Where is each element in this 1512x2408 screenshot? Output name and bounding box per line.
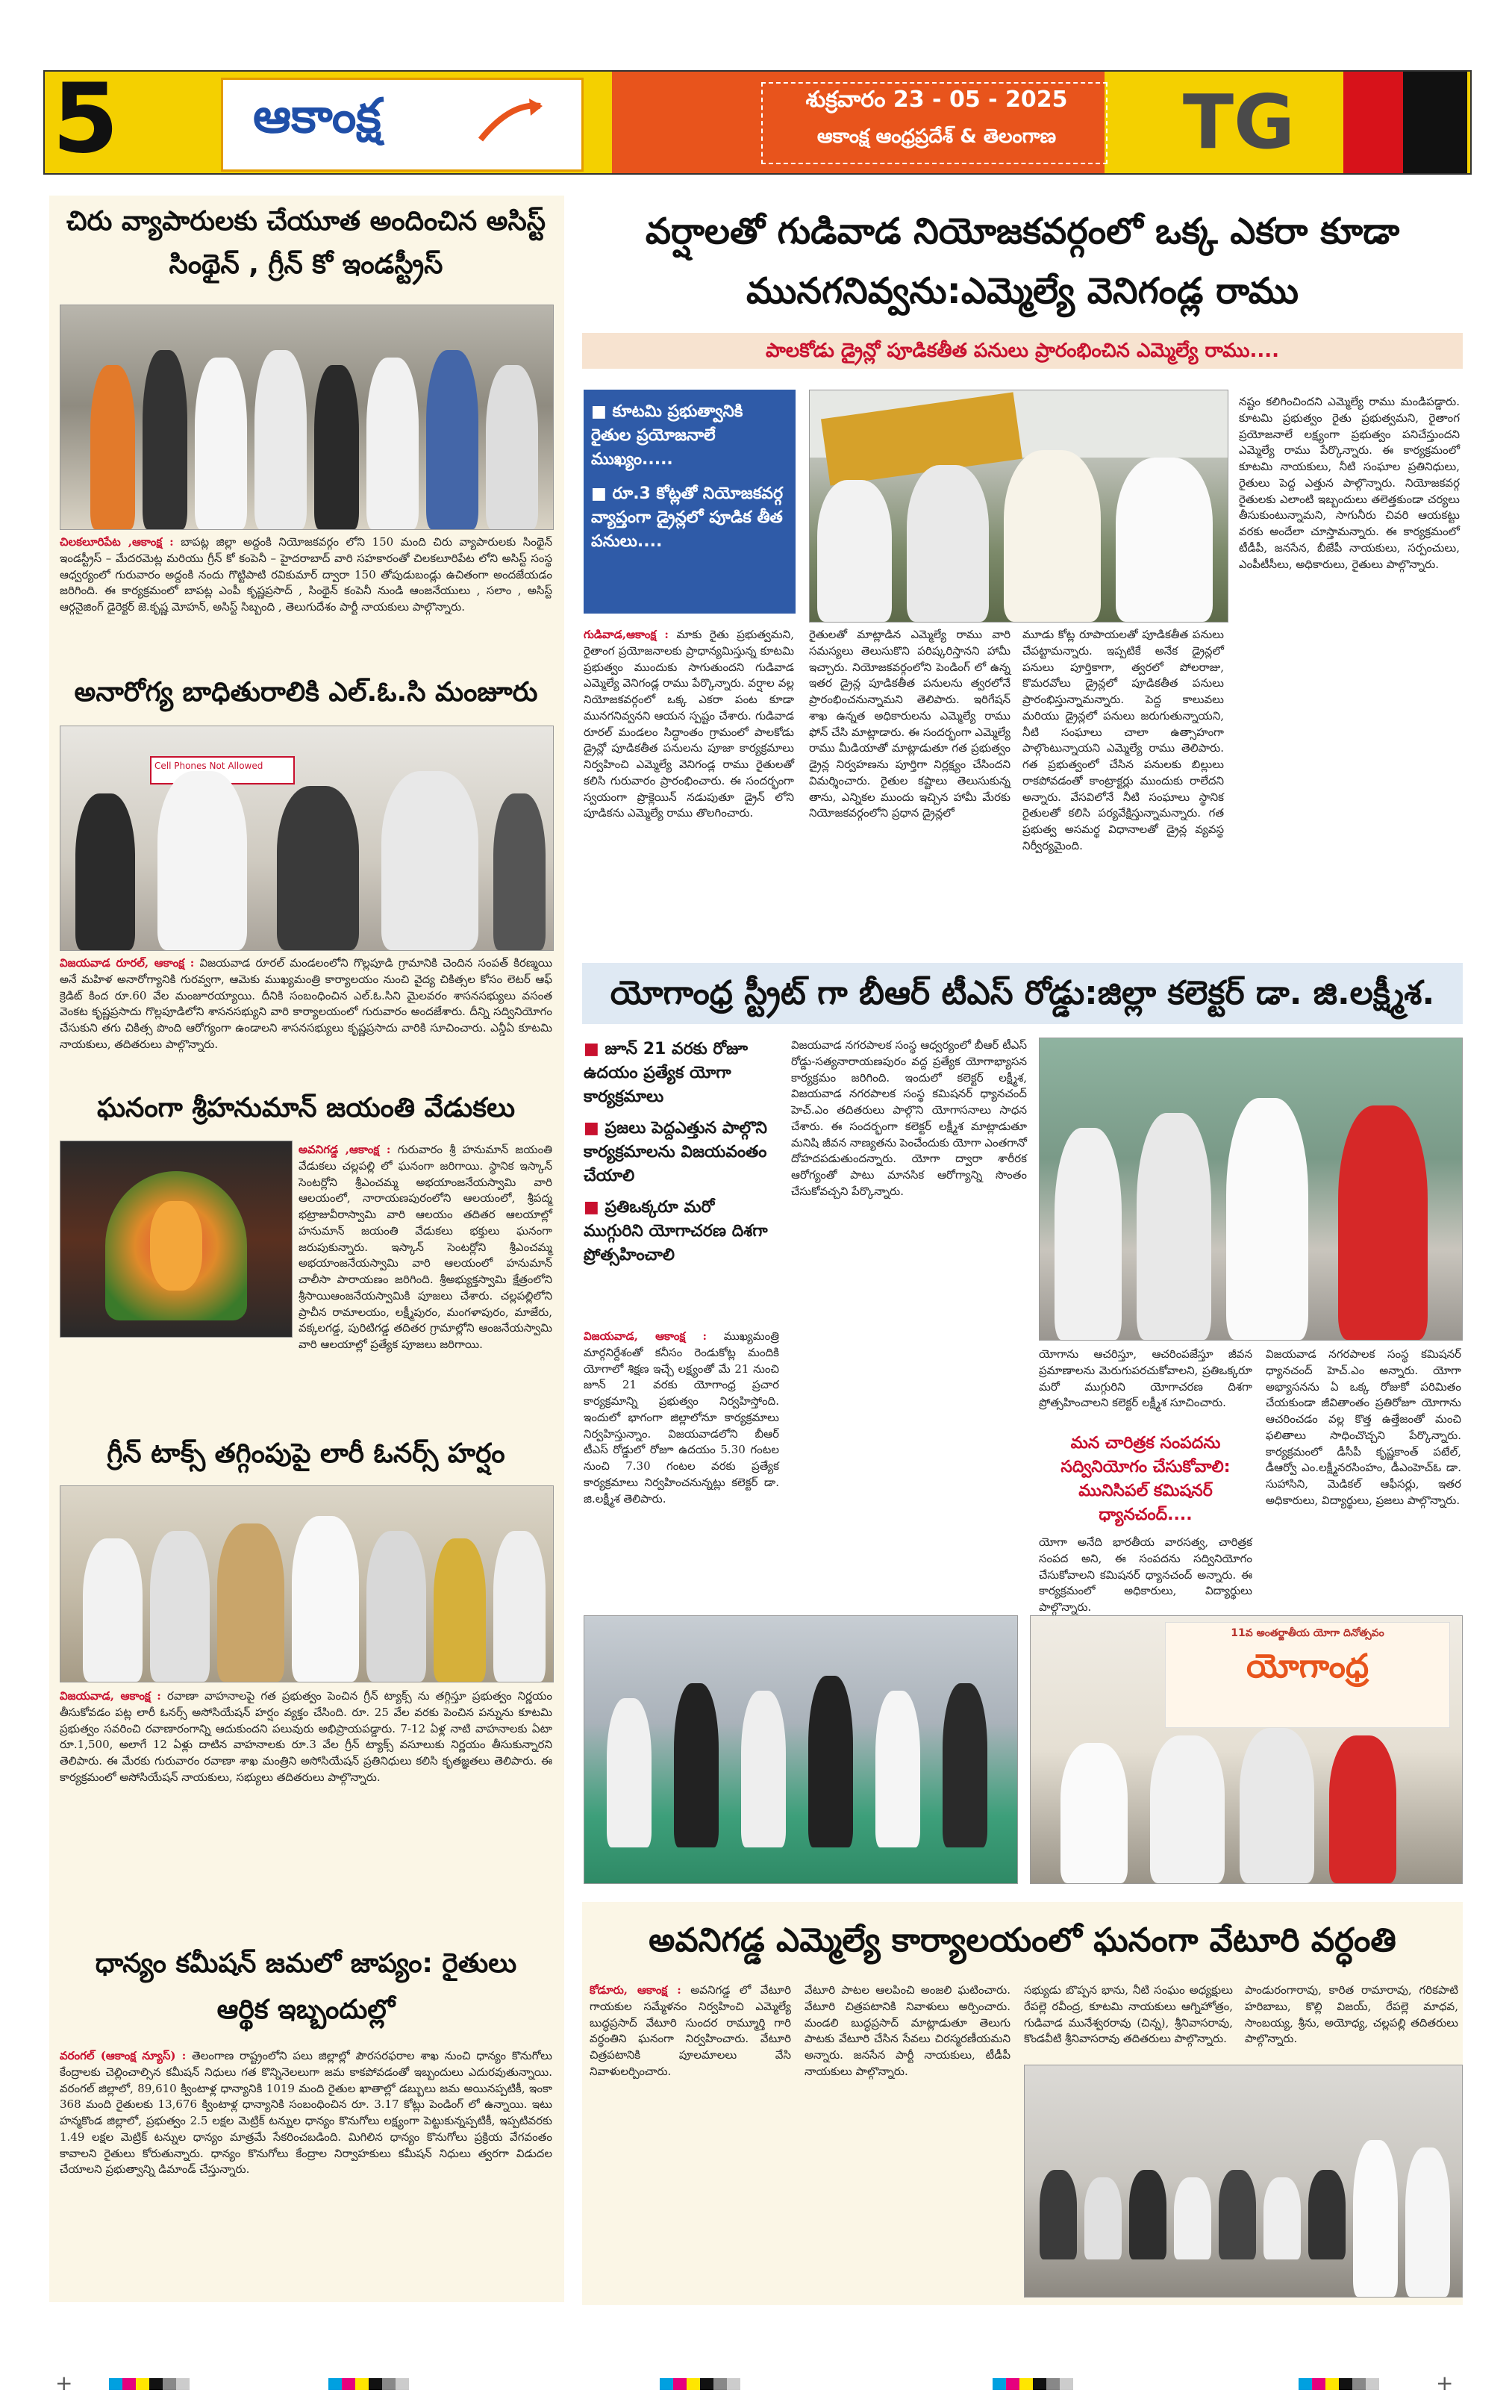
main-byline: గుడివాడ,ఆకాంక్ష : bbox=[584, 628, 669, 641]
veturi-col4: పాండురంగారావు, కారిత రామారావు, గరికపాటి హరిబాబు, కొల్లి విజయ్, రేపల్లె మాధవ, సాంబయ్య, శ్రీను, అయోధ్య, చల్లపల్లి తదితరులు పాల్గొన్నారు. bbox=[1245, 1983, 1458, 2046]
black-block bbox=[1403, 72, 1467, 173]
main-col4: నష్టం కలిగించిందని ఎమ్మెల్యే రాము మండిపడ్డారు. కూటమి ప్రభుత్వం రైతు ప్రభుత్వమని, రైతాంగ ప్రయోజనాలే లక్ష్యంగా ప్రభుత్వం పనిచేస్తుందని ఎమ్మెల్యే రాము పేర్కొన్నారు. ఈ కార్యక్రమంలో కూటమి నాయకులు, నీటి సంఘాల ప్రతినిధులు, రైతులు పెద్ద ఎత్తున పాల్గొన్నారు. నియోజకవర్గ రైతులకు ఎలాంటి ఇబ్బందులు తలెత్తకుండా చర్యలు తీసుకుంటున్నామని, సాగునీరు చివరి ఆయకట్టు వరకు అందేలా చూస్తామన్నారు. ఈ కార్యక్రమంలో టీడీపీ, జనసేన, బీజేపీ నాయకులు, సర్పంచులు, ఎంపీటీసీలు, అధికారులు, రైతులు పాల్గొన్నారు. bbox=[1239, 395, 1460, 571]
logo: ఆకాంక్ష bbox=[253, 89, 381, 144]
yoga-photo-right bbox=[1030, 1615, 1463, 1884]
yoga-bullet-3: ■ ప్రతిఒక్కరూ మరో ముగ్గురిని యోగాచరణ దిశగా ప్రోత్సహించాలి bbox=[584, 1198, 768, 1264]
color-strip-1 bbox=[109, 2378, 190, 2393]
story1-headline: చిరు వ్యాపారులకు చేయూత అందించిన అసిస్ట్ సింథైన్ , గ్రీన్ కో ఇండస్ట్రీస్ bbox=[66, 206, 546, 280]
story3-body-right bbox=[299, 1142, 552, 1353]
story2-body bbox=[60, 955, 552, 1053]
story2-photo bbox=[60, 726, 554, 951]
story4-byline: విజయవాడ, ఆకాంక్ష : bbox=[60, 1689, 161, 1703]
main-bullet-2: ■ రూ.3 కోట్లతో నియోజకవర్గ వ్యాప్తంగా డ్రైన్లలో పూడిక తీత పనులు.... bbox=[591, 484, 783, 551]
story3-byline: అవనిగడ్డ ,ఆకాంక్ష : bbox=[299, 1143, 391, 1156]
veturi-col3: సభ్యుడు బొప్పన భాను, నీటి సంఘం అధ్యక్షులు రేపల్లె రవీంద్ర, కూటమి నాయకులు ఆగ్నిహోత్రం, గుడివాడ మునేశ్వరరావు (చిన్న), శ్రీనివాసరావు, కొండవీటి శ్రీనివాసరావు తదితరులు పాల్గొన్నారు. bbox=[1024, 1983, 1233, 2046]
edition-line: ఆకాంక్ష ఆంధ్రప్రదేశ్ & తెలంగాణ bbox=[816, 125, 1057, 148]
veturi-byline: కోడూరు, ఆకాంక్ష : bbox=[590, 1983, 681, 1997]
story3-headline: ఘనంగా శ్రీహనుమాన్ జయంతి వేడుకలు bbox=[96, 1093, 516, 1123]
veturi-photo bbox=[1024, 2065, 1463, 2298]
yoga-bullets bbox=[584, 1038, 779, 1267]
veturi-headline: అవనిగడ్డ ఎమ్మెల్యే కార్యాలయంలో ఘనంగా వేటూరి వర్ధంతి bbox=[649, 1921, 1396, 1959]
main-col2: రైతులతో మాట్లాడిన ఎమ్మెల్యే రాము వారి సమస్యలు తెలుసుకొని పరిష్కరిస్తానని హామీ ఇచ్చారు. నియోజకవర్గంలోని పెండింగ్ లో ఉన్న ఇతర డ్రైన్ల పూడికతీత పనులను త్వరలోనే ప్రారంభించనున్నామని తెలిపారు. ఇరిగేషన్ శాఖ ఉన్నత అధికారులను ఎమ్మెల్యే రాము ఫోన్ చేసి మాట్లాడారు. ఈ సందర్భంగా ఎమ్మెల్యే రాము మీడియాతో మాట్లాడుతూ గత ప్రభుత్వం డ్రైన్ల నిర్వహణను పూర్తిగా నిర్లక్ష్యం చేసిందని విమర్శించారు. రైతుల కష్టాలు తెలుసుకున్న తాను, ఎన్నికల ముందు ఇచ్చిన హామీ మేరకు నియోజకవర్గంలోని ప్రధాన డ్రైన్లలో bbox=[809, 628, 1010, 820]
veturi-col2: వేటూరి పాటల ఆలపించి అంజలి ఘటించారు. వేటూరి చిత్రపటానికి నివాళులు అర్పించారు. మండలి బుద్ధప్రసాద్ మాట్లాడుతూ తెలుగు పాటకు వేటూరి చేసిన సేవలు చిరస్మరణీయమని అన్నారు. జనసేన పార్టీ నాయకులు, టీడీపీ నాయకులు పాల్గొన్నారు. bbox=[805, 1983, 1010, 2078]
yoga-photo-left bbox=[584, 1615, 1018, 1884]
red-block bbox=[1343, 72, 1403, 173]
story5-body bbox=[60, 2048, 552, 2178]
main-bullet-box bbox=[584, 390, 796, 614]
logo-panel bbox=[221, 78, 584, 172]
story4-text: రవాణా వాహనాలపై గత ప్రభుత్వం పెంచిన గ్రీన్ ట్యాక్స్ ను తగ్గిస్తూ ప్రభుత్వం నిర్ణయం తీసుకోవడం పట్ల లారీ ఓనర్స్ అసోసియేషన్ హర్షం వ్యక్తం చేసింది. రూ. 25 వేల వరకు పెంచిన పన్నును కూటమి ప్రభుత్వం సవరించి రవాణారంగాన్ని ఆదుకుందని పలువురు అభిప్రాయపడ్డారు. 7-12 ఏళ్ల నాటి వాహనాలకు ఏటా రూ.1,500, అలాగే 12 ఏళ్లు దాటిన వాహనాలకు రూ.3 వేల గ్రీన్ ట్యాక్స్ వసూలుకు నిర్ణయం తీసుకున్నారని తెలిపారు. ఈ మేరకు గురువారం రవాణా శాఖ మంత్రిని అసోసియేషన్ ప్రతినిధులు కలిసి కృతజ్ఞతలు తెలిపారు. ఈ కార్యక్రమంలో అసోసియేషన్ నాయకులు, సభ్యులు తదితరులు పాల్గొన్నారు. bbox=[60, 1689, 552, 1784]
region-tag: TG bbox=[1182, 78, 1296, 166]
sign-text: Cell Phones Not Allowed bbox=[154, 761, 263, 771]
color-strip-5 bbox=[1299, 2378, 1379, 2393]
story5-byline: వరంగల్ (ఆకాంక్ష న్యూస్) : bbox=[60, 2049, 187, 2062]
main-headline: వర్షాలతో గుడివాడ నియోజకవర్గంలో ఒక్క ఎకరా కూడా మునగనివ్వను:ఎమ్మెల్యే వెనిగండ్ల రాము bbox=[645, 210, 1400, 312]
story4-headline: గ్రీన్ టాక్స్ తగ్గింపుపై లారీ ఓనర్స్ హర్షం bbox=[107, 1438, 505, 1469]
story1-photo bbox=[60, 305, 554, 530]
masthead bbox=[43, 63, 1472, 175]
story1-text: బాపట్ల జిల్లా అద్దంకి నియోజకవర్గం లోని 150 మంది చిరు వ్యాపారులకు సింథైన్ ఇండస్ట్రీస్ – మేదరమెట్ల మరియు గ్రీన్ కో కంపెనీ – హైదరాబాద్ వారి సహకారంతో చిలకలూరిపేట లోని అసిస్ట్ సంస్థ ఆధ్వర్యంలో గురువారం అద్దంకి నందు గొట్టిపాటి రవికుమార్ ద్వారా 150 తోపుడుబండ్లు ఉచితంగా అందజేయడం జరిగింది. ఈ కార్యక్రమంలో బాపట్ల ఎంపీ కృష్ణప్రసాద్ , సింథైన్ కంపెనీ నుండి ఆంజనేయులు , సలాం , అసిస్ట్ ఆర్గనైజింగ్ డైరెక్టర్ జె.కృష్ణ మోహన్, అసిస్ట్ సిబ్బంది , తెలుగుదేశం పార్టీ నాయకులు పాల్గొన్నారు. bbox=[60, 535, 552, 614]
story3-text: గురువారం శ్రీ హనుమాన్ జయంతి వేడుకలు చల్లపల్లి లో ఘనంగా జరిగాయి. స్థానిక ఇస్కాన్ సెంటర్లోని శ్రీఎంచమ్మ అభయాంజనేయస్వామి వారి ఆలయంలో, నారాయణపురంలోని ఆలయంలో, శ్రీపద్మ భట్రాజువీరాస్వామి వారి ఆలయం తదితర ఆలయాల్లో హనుమాన్ జయంతి వేడుకలు భక్తులు ఘనంగా జరుపుకున్నారు. ఇస్కాన్ సెంటర్లోని శ్రీఎంచమ్మ అభయాంజనేయస్వామి వారి ఆలయంలో హనుమాన్ చాలీసా పారాయణం జరిగింది. శ్రీఅభ్యుక్తస్వామి క్షేత్రంలోని శ్రీసాయిఆంజనేయస్వామికి పూజలు చేశారు. చల్లపల్లిలోని ప్రాచీన రామాలయం, లక్ష్మీపురం, మంగళాపురం, మాజేరు, వక్కలగడ్డ, పురిటిగడ్డ తదితర గ్రామాల్లోని ఆంజనేయస్వామి వారి ఆలయాల్లో ప్రత్యేక పూజలు జరిగాయి. bbox=[299, 1143, 552, 1351]
page-number: 5 bbox=[52, 63, 119, 175]
story4-photo bbox=[60, 1485, 554, 1682]
yoga-col2: విజయవాడ నగరపాలక సంస్థ ఆధ్వర్యంలో బీఆర్ టీఎస్ రోడ్డు-సత్యనారాయణపురం వద్ద ప్రత్యేక యోగాభ్యాసన కార్యక్రమం జరిగింది. ఇందులో కలెక్టర్ లక్ష్మీశ, విజయవాడ నగరపాలక సంస్థ కమిషనర్ ధ్యానచంద్ హెచ్.ఎం తదితరులు పాల్గొని యోగాసనాలు సాధన చేశారు. ఈ సందర్భంగా కలెక్టర్ లక్ష్మీశ మాట్లాడుతూ మనిషి జీవన నాణ్యతను పెంచేందుకు యోగా ఎంతగానో దోహదపడుతుందన్నారు. యోగా ద్వారా శారీరక ఆరోగ్యంతో పాటు మానసిక ఆరోగ్యాన్ని సొంతం చేసుకోవచ్చని పేర్కొన్నారు. bbox=[791, 1038, 1028, 1198]
story3-photo bbox=[60, 1141, 293, 1338]
crop-mark-left: + bbox=[55, 2371, 73, 2395]
story2-headline: అనారోగ్య బాధితురాలికి ఎల్.ఓ.సి మంజూరు bbox=[74, 677, 538, 708]
yoga-col3: యోగాను ఆచరిస్తూ, ఆచరింపజేస్తూ జీవన ప్రమాణాలను మెరుగుపరచుకోవాలని, ప్రతిఒక్కరూ మరో ముగ్గురిని యోగాచరణ దిశగా ప్రోత్సహించాలని కలెక్టర్ లక్ష్మీశ సూచించారు. bbox=[1039, 1347, 1252, 1410]
main-bullet-1: ■ కూటమి ప్రభుత్వానికి రైతుల ప్రయోజనాలే ముఖ్యం..... bbox=[591, 402, 743, 469]
date-panel bbox=[612, 72, 1105, 173]
main-photo bbox=[809, 390, 1228, 623]
story5-headline: ధాన్యం కమీషన్ జమలో జాప్యం: రైతులు ఆర్థిక ఇబ్బందుల్లో bbox=[95, 1948, 517, 2025]
story1-byline: చిలకలూరిపేట ,ఆకాంక్ష : bbox=[60, 535, 174, 549]
color-strip-4 bbox=[993, 2378, 1073, 2393]
yoga-sidebar-headline: మన చారిత్రక సంపదను సద్వినియోగం చేసుకోవాలి: మునిసిపల్ కమిషనర్ ధ్యానచంద్.... bbox=[1060, 1434, 1231, 1524]
yoga-photo-top bbox=[1039, 1038, 1463, 1341]
story5-text: తెలంగాణ రాష్ట్రంలోని పలు జిల్లాల్లో పౌరసరఫరాల శాఖ నుంచి ధాన్యం కొనుగోలు కేంద్రాలకు చెల్లించాల్సిన కమీషన్ నిధులు గత కొన్నినెలలుగా జమ కాకపోవడంతో ఇబ్బందులు ఎదురవుతున్నాయి. వరంగల్ జిల్లాలో, 89,610 క్వింటాళ్ల ధాన్యానికి 1019 మంది రైతుల ఖాతాల్లో డబ్బులు జమ అయినప్పటికీ, ఇంకా 368 మంది రైతులకు 13,676 క్వింటాళ్ల ధాన్యానికి సంబంధించిన రూ. 3.17 కోట్లు పెండింగ్ లో ఉన్నాయి. ఇటు హన్మకొండ జిల్లాలో, ప్రభుత్వం 2.5 లక్షల మెట్రిక్ టన్నుల ధాన్యం కొనుగోలు లక్ష్యంగా పెట్టుకున్నప్పటికీ, ఇప్పటివరకు 1.49 లక్షల మెట్రిక్ టన్నుల ధాన్యం మాత్రమే సేకరించబడింది. మిగిలిన ధాన్యం కొనుగోలు ప్రక్రియ వేగవంతం కావాలని రైతులు కోరుతున్నారు. ధాన్యం కొనుగోలు కేంద్రాల నిర్వాహకులు కమీషన్ నిధులు త్వరగా విడుదల చేయాలని ప్రభుత్వాన్ని డిమాండ్ చేస్తున్నారు. bbox=[60, 2049, 552, 2177]
story2-text: విజయవాడ రూరల్ మండలంలోని గొల్లపూడి గ్రామానికి చెందిన సంపత్ కిరణ్మయి అనే మహిళ అనారోగ్యానికి గురవ్వగా, ఆమెకు ముఖ్యమంత్రి కార్యాలయం నుంచి వైద్య చికిత్సల కోసం లెటర్ ఆఫ్ క్రెడిట్ కింద రూ.60 వేల మంజూరయ్యాయి. దీనికి సంబంధించిన ఎల్.ఓ.సిని మైలవరం శాసనసభ్యులు వసంత వెంకట కృష్ణప్రసాదు గొల్లపూడిలోని శాసనసభ్యుని వారి కార్యాలయంలో గురువారం అందజేశారు. దీన్ని సద్వినియోగం చేసుకుని తగు చికిత్స పొంది ఆరోగ్యంగా ఉండాలని శాసనసభ్యులు కృష్ణప్రసాదు వారికి సూచించారు. ఎన్డీఏ కూటమి నాయకులు, తదితరులు పాల్గొన్నారు. bbox=[60, 956, 552, 1051]
yoga-col3b: యోగా అనేది భారతీయ వారసత్వ, చారిత్రక సంపద అని, ఈ సంపదను సద్వినియోగం చేసుకోవాలని కమిషనర్ ధ్యానచంద్ అన్నారు. ఈ కార్యక్రమంలో అధికారులు, విద్యార్థులు పాల్గొన్నారు. bbox=[1039, 1535, 1252, 1614]
main-subhead-bar bbox=[582, 333, 1463, 369]
story1-body bbox=[60, 534, 552, 616]
yoga-col4: విజయవాడ నగరపాలక సంస్థ కమిషనర్ ధ్యానచంద్ హెచ్.ఎం అన్నారు. యోగా అభ్యాసనను ఏ ఒక్క రోజుకో పరిమితం చేయకుండా జీవితాంతం ప్రతిరోజూ యోగాను ఆచరించడం వల్ల కొత్త ఉత్తేజంతో మంచి ఫలితాలు సాధించొచ్చని పేర్కొన్నారు. కార్యక్రమంలో డీసీపీ కృష్ణకాంత్ పటేల్, డీఆర్వో ఎం.లక్ష్మీనరసింహం, డీఎంహెచ్ఓ డా. సుహాసిని, మెడికల్ ఆఫీసర్లు, ఇతర అధికారులు, విద్యార్థులు, ప్రజలు పాల్గొన్నారు. bbox=[1266, 1347, 1461, 1507]
story2-byline: విజయవాడ రూరల్, ఆకాంక్ష : bbox=[60, 956, 195, 970]
yoga-col1: విజయవాడ, ఆకాంక్ష : ముఖ్యమంత్రి మార్గనిర్దేశంతో కనీసం రెండుకోట్ల మందికి యోగాలో శిక్షణ ఇచ్చే లక్ష్యంతో మే 21 నుంచి జూన్ 21 వరకు యోగాంధ్ర ప్రచార కార్యక్రమాన్ని ప్రభుత్వం నిర్వహిస్తోంది. ఇందులో భాగంగా జిల్లాలోనూ కార్యక్రమాలు నిర్వహిస్తున్నాం. విజయవాడలోని బీఆర్ టీఎస్ రోడ్డులో రోజూ ఉదయం 5.30 గంటల నుంచి 7.30 గంటల వరకు ప్రత్యేక కార్యక్రమాలు నిర్వహించనున్నట్లు కలెక్టర్ డా. జి.లక్ష్మీశ తెలిపారు. bbox=[584, 1329, 779, 1506]
yoga-banner-text: 11వ అంతర్జాతీయ యోగా దినోత్సవం bbox=[1231, 1627, 1384, 1639]
main-col1: గుడివాడ,ఆకాంక్ష : మాకు రైతు ప్రభుత్వమని, రైతాంగ ప్రయోజనాలకు ప్రాధాన్యమిస్తున్న కూటమి ప్రభుత్వం ముందుకు సాగుతుందని గుడివాడ ఎమ్మెల్యే వెనిగండ్ల రాము పేర్కొన్నారు. వర్షాల వల్ల నియోజకవర్గంలో ఒక్క ఎకరా పంట కూడా మునగనివ్వనని ఆయన స్పష్టం చేశారు. గుడివాడ రూరల్ మండలం సిద్ధాంతం గ్రామంలో పాలకోడు డ్రైన్లో పూడికతీత పనులను పూజా కార్యక్రమాలు నిర్వహించి ఎమ్మెల్యే వెనిగండ్ల రాము రైతులతో కలిసి గురువారం ప్రారంభించారు. ఈ సందర్భంగా స్వయంగా ప్రొక్లెయిన్ నడుపుతూ డ్రైన్ లోని పూడికను ఎమ్మెల్యే రాము తొలగించారు. bbox=[584, 628, 794, 820]
yoga-banner-title: యోగాంధ్ర bbox=[1246, 1647, 1369, 1685]
date-line: శుక్రవారం 23 - 05 - 2025 bbox=[805, 87, 1068, 113]
yoga-bullet-2: ■ ప్రజలు పెద్దఎత్తున పాల్గొని కార్యక్రమాలను విజయవంతం చేయాలి bbox=[584, 1119, 767, 1185]
color-strip-2 bbox=[328, 2378, 409, 2393]
color-strip-3 bbox=[660, 2378, 740, 2393]
main-col3: మూడు కోట్ల రూపాయలతో పూడికతీత పనులు చేపట్టామన్నారు. ఇప్పటికే అనేక డ్రైన్లలో పనులు పూర్తికాగా, త్వరలో పోలరాజు, కొమరవోలు డ్రైన్లలో పూడికతీత పనులు ప్రారంభిస్తున్నామన్నారు. పెద్ద కాలువలు మరియు డ్రైన్లలో పనులు జరుగుతున్నాయని, నీటి సంఘాలు చాలా ఉత్సాహంగా పాల్గొంటున్నాయని ఎమ్మెల్యే రాము తెలిపారు. గత ప్రభుత్వంలో చేసిన పనులకు బిల్లులు రాకపోవడంతో కాంట్రాక్టర్లు ముందుకు రాలేదని అన్నారు. వేసవిలోనే నీటి సంఘాలు స్థానిక రైతులతో కలిసి పర్యవేక్షిస్తున్నామన్నారు. గత ప్రభుత్వ అసమర్థ విధానాలతో డ్రైన్ల వ్యవస్థ నిర్వీర్యమైంది. bbox=[1022, 628, 1224, 852]
veturi-col1: కోడూరు, ఆకాంక్ష : అవనిగడ్డ లో వేటూరి గాయకుల సమ్మేళనం నిర్వహించి ఎమ్మెల్యే బుద్ధప్రసాద్ వేటూరి సుందర రామ్మూర్తి గారి వర్ధంతిని ఘనంగా నిర్వహించారు. వేటూరి చిత్రపటానికి పూలమాలలు వేసి నివాళులర్పించారు. bbox=[590, 1983, 791, 2078]
logo-swoosh-icon bbox=[477, 95, 544, 147]
story4-body bbox=[60, 1688, 552, 1786]
crop-mark-right: + bbox=[1436, 2371, 1454, 2395]
main-subhead: పాలకోడు డ్రైన్లో పూడికతీత పనులు ప్రారంభించిన ఎమ్మెల్యే రాము.... bbox=[765, 340, 1280, 362]
yoga-byline: విజయవాడ, ఆకాంక్ష : bbox=[584, 1329, 707, 1343]
yoga-banner bbox=[1165, 1622, 1450, 1728]
yoga-headline: యోగాంధ్ర స్ట్రీట్ గా బీఆర్ టీఎస్ రోడ్డు:జిల్లా కలెక్టర్ డా. జి.లక్ష్మీశ. bbox=[610, 974, 1435, 1012]
yoga-bullet-1: ■ జూన్ 21 వరకు రోజూ ఉదయం ప్రత్యేక యోగా కార్యక్రమాలు bbox=[584, 1040, 748, 1106]
